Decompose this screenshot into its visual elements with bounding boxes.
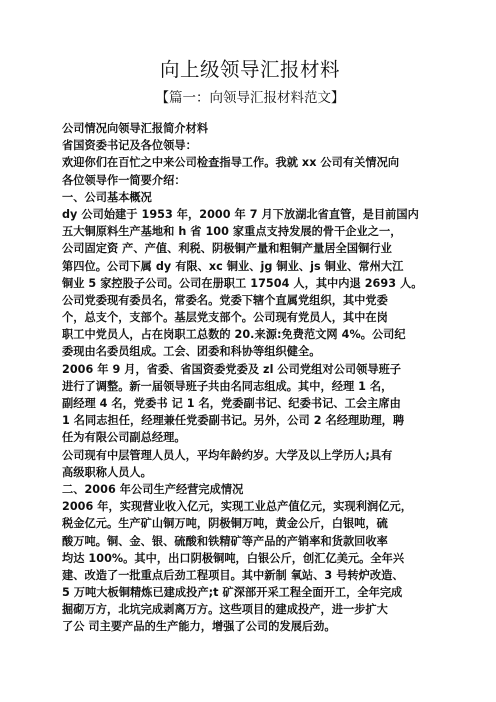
body-line: 酸万吨。铜、金、银、硫酸和铁精矿等产品的产销率和货款回收率: [62, 534, 388, 548]
document-body: [62, 120, 438, 636]
document-subtitle: 【篇一：向领导汇报材料范文】: [155, 90, 345, 106]
body-line: 各位领导作一简要介绍：: [62, 173, 186, 187]
body-line: 个，总支个，支部个。基层党支部个。公司现有党员人，其中在岗: [62, 311, 388, 325]
body-line: 铜业 5 家控股子公司。公司在册职工 17504 人，其中内退 2693 人。: [62, 276, 423, 290]
body-line: 欢迎你们在百忙之中来公司检查指导工作。我就 xx 公司有关情况向: [62, 156, 400, 170]
body-line: 五大铜原料生产基地和 h 省 100 家重点支持发展的骨干企业之一，: [62, 225, 402, 239]
body-line: 1 名同志担任，经理兼任党委副书记。另外，公司 2 名经理助理，聘: [62, 414, 405, 428]
body-line: 公司党委现有委员名，常委名。党委下辖个直属党组织，其中党委: [62, 293, 388, 307]
body-line: 任为有限公司副总经理。: [62, 431, 186, 445]
body-line: 公司现有中层管理人员人，平均年龄约岁。大学及以上学历人;具有: [62, 448, 393, 462]
body-line: 进行了调整。新一届领导班子共由名同志组成。其中，经理 1 名，: [62, 379, 393, 393]
body-line: 税金亿元。生产矿山铜万吨，阴极铜万吨，黄金公斤，白银吨，硫: [62, 517, 388, 531]
body-line: 二、2006 年公司生产经营完成情况: [62, 482, 244, 496]
body-line: 第四位。公司下属 dy 有限、xc 铜业、jg 铜业、js 铜业、常州大江: [62, 259, 404, 273]
body-line: 职工中党员人，占在岗职工总数的 20.来源:免费范文网 4%。公司纪: [62, 328, 406, 342]
body-line: dy 公司始建于 1953 年，2000 年 7 月下放湖北省直管，是目前国内: [62, 207, 419, 221]
body-line: 副经理 4 名，党委书 记 1 名，党委副书记、纪委书记、工会主席由: [62, 397, 401, 410]
body-line: 省国资委书记及各位领导：: [62, 139, 197, 153]
body-line: 公司固定资 产、产值、利税、阴极铜产量和粗铜产量居全国铜行业: [62, 242, 392, 256]
body-line: 建、改造了一批重点后劲工程项目。其中新制 氧站、3 号转炉改造、: [62, 568, 404, 582]
body-line: 2006 年 9 月，省委、省国资委党委及 zl 公司党组对公司领导班子: [62, 362, 402, 376]
body-line: 2006 年，实现营业收入亿元，实现工业总产值亿元，实现利润亿元，: [62, 500, 412, 514]
body-line: 一、公司基本概况: [62, 190, 152, 204]
document-title: 向上级领导汇报材料: [159, 58, 340, 81]
body-line: 公司情况向领导汇报简介材料: [62, 122, 209, 135]
body-line: 了公 司主要产品的生产能力，增强了公司的发展后劲。: [62, 620, 336, 634]
body-line: 委现由名委员组成。工会、团委和科协等组织健全。: [62, 345, 321, 359]
body-line: 高级职称人员人。: [62, 465, 152, 479]
body-line: 掘砌万方，北坑完成剥离万方。这些项目的建成投产，进一步扩大: [62, 603, 388, 617]
body-line: 均达 100%。其中，出口阴极铜吨，白银公斤，创汇亿美元。全年兴: [62, 551, 405, 565]
body-line: 5 万吨大板铜精炼已建成投产;t 矿深部开采工程全面开工，全年完成: [62, 586, 403, 600]
